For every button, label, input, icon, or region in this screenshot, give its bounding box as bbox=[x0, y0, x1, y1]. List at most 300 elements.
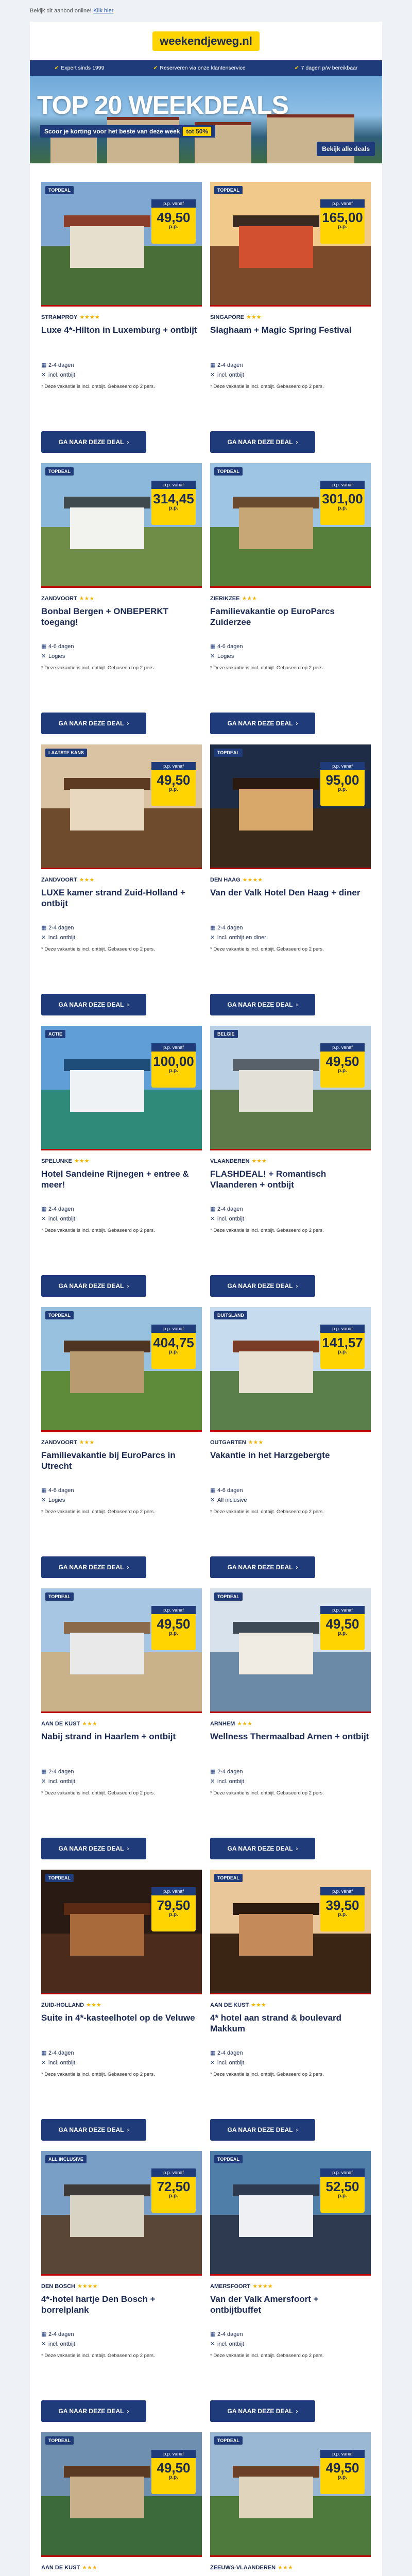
deal-photo[interactable] bbox=[210, 1870, 371, 1994]
arrow-right-icon: › bbox=[127, 2408, 129, 2415]
deal-card[interactable] bbox=[41, 463, 202, 734]
usp-item bbox=[55, 65, 105, 71]
deal-button[interactable] bbox=[210, 1556, 315, 1578]
photo-house bbox=[70, 2477, 144, 2518]
deal-photo[interactable] bbox=[41, 463, 202, 588]
deal-button-label: GA NAAR DEZE DEAL bbox=[58, 1845, 124, 1852]
deal-card[interactable] bbox=[210, 1588, 371, 1859]
deal-title[interactable]: Bonbal Bergen + ONBEPERKT toegang! bbox=[41, 606, 169, 627]
board-row bbox=[210, 2059, 371, 2066]
deal-badge: DUITSLAND bbox=[214, 1311, 247, 1319]
deal-card[interactable] bbox=[41, 1026, 202, 1297]
deal-card[interactable] bbox=[210, 463, 371, 734]
photo-roof bbox=[64, 1059, 150, 1072]
deal-badge: TOPDEAL bbox=[214, 749, 243, 757]
deal-price: 165,00 bbox=[322, 210, 363, 225]
deal-title[interactable]: Familievakantie op EuroParcs Zuiderzee bbox=[210, 606, 335, 627]
calendar-icon: ▦ bbox=[210, 643, 216, 650]
price-unit: p.p. bbox=[338, 1631, 347, 1636]
price-top: p.p. vanaf bbox=[151, 481, 196, 489]
hero-banner[interactable] bbox=[30, 76, 382, 163]
price-box bbox=[151, 2168, 196, 2213]
nights-row bbox=[210, 2331, 371, 2337]
deal-title[interactable]: Slaghaam + Magic Spring Festival bbox=[210, 325, 352, 335]
deal-price: 49,50 bbox=[157, 1616, 191, 1632]
deal-fineprint: * Deze vakantie is incl. ontbijt. Gebaseerd op 2 pers. bbox=[210, 1790, 324, 1796]
preheader-text: Bekijk dit aanbod online! bbox=[30, 8, 92, 14]
price-unit: p.p. bbox=[169, 2193, 178, 2199]
deal-title[interactable]: FLASHDEAL! + Romantisch Vlaanderen + ontbijt bbox=[210, 1169, 327, 1190]
deal-fineprint: * Deze vakantie is incl. ontbijt. Gebaseerd op 2 pers. bbox=[210, 1228, 324, 1233]
price-box bbox=[151, 1606, 196, 1650]
cutlery-icon: ✕ bbox=[210, 653, 215, 659]
deal-location bbox=[41, 1158, 202, 1164]
usp-bar bbox=[30, 60, 382, 76]
deal-badge: BELGIE bbox=[214, 1030, 238, 1038]
nights-text: 4-6 dagen bbox=[217, 643, 243, 650]
deal-card[interactable] bbox=[210, 1307, 371, 1578]
deal-meta bbox=[210, 362, 371, 378]
deal-card[interactable] bbox=[41, 2432, 202, 2576]
board-text: incl. ontbijt bbox=[48, 1778, 75, 1785]
photo-house bbox=[70, 2195, 144, 2237]
deal-button[interactable] bbox=[41, 1838, 146, 1859]
price-unit: p.p. bbox=[338, 787, 347, 792]
usp-item bbox=[153, 65, 246, 71]
deal-location bbox=[41, 2002, 202, 2008]
calendar-icon: ▦ bbox=[41, 362, 47, 368]
deal-price: 404,75 bbox=[153, 1335, 194, 1350]
location-text: SPELUNKE bbox=[41, 1158, 72, 1164]
deal-button[interactable] bbox=[41, 2400, 146, 2422]
arrow-right-icon: › bbox=[296, 1282, 298, 1290]
nights-text: 2-4 dagen bbox=[48, 362, 74, 368]
deals-row bbox=[41, 1026, 371, 1297]
star-rating: ★★★★ bbox=[242, 877, 263, 883]
deal-location bbox=[41, 2283, 202, 2290]
deal-fineprint: * Deze vakantie is incl. ontbijt. Gebaseerd op 2 pers. bbox=[210, 2353, 324, 2359]
deal-meta bbox=[210, 643, 371, 659]
nights-text: 4-6 dagen bbox=[217, 1487, 243, 1494]
board-row bbox=[210, 1778, 371, 1785]
price-box bbox=[151, 762, 196, 806]
board-row bbox=[41, 1778, 202, 1785]
header bbox=[30, 22, 382, 60]
deal-photo[interactable] bbox=[41, 182, 202, 307]
arrow-right-icon: › bbox=[127, 1001, 129, 1008]
deal-fineprint: * Deze vakantie is incl. ontbijt. Gebaseerd op 2 pers. bbox=[41, 1509, 155, 1515]
deal-card[interactable] bbox=[210, 182, 371, 453]
price-top: p.p. vanaf bbox=[320, 1606, 365, 1614]
deal-badge: ALL INCLUSIVE bbox=[45, 2155, 87, 2163]
deal-meta bbox=[41, 2331, 202, 2347]
deal-card[interactable] bbox=[210, 1870, 371, 2141]
board-row bbox=[41, 2059, 202, 2066]
nights-row bbox=[210, 1768, 371, 1775]
usp-item bbox=[295, 65, 358, 71]
board-row bbox=[41, 1215, 202, 1222]
deal-button[interactable] bbox=[210, 2119, 315, 2141]
deal-button[interactable] bbox=[210, 713, 315, 734]
deal-card[interactable] bbox=[210, 2151, 371, 2422]
deal-title[interactable]: Luxe 4*-Hilton in Luxemburg + ontbijt bbox=[41, 325, 197, 335]
hero-subtitle bbox=[40, 125, 215, 138]
deal-meta bbox=[41, 924, 202, 941]
location-text: ZIERIKZEE bbox=[210, 596, 240, 602]
board-row bbox=[210, 1215, 371, 1222]
board-text: All inclusive bbox=[217, 1497, 247, 1503]
check-icon: ✔ bbox=[294, 65, 299, 71]
deal-button-label: GA NAAR DEZE DEAL bbox=[58, 2408, 124, 2415]
board-text: incl. ontbijt bbox=[217, 1215, 244, 1222]
cutlery-icon: ✕ bbox=[41, 372, 46, 378]
deal-photo[interactable] bbox=[210, 2432, 371, 2557]
cutlery-icon: ✕ bbox=[41, 1778, 46, 1785]
star-rating: ★★★ bbox=[251, 2002, 266, 2008]
deal-title[interactable]: Familievakantie bij EuroParcs in Utrecht bbox=[41, 1450, 176, 1471]
location-text: AAN DE KUST bbox=[210, 2002, 249, 2008]
deal-button[interactable] bbox=[41, 994, 146, 1015]
price-unit: p.p. bbox=[169, 1631, 178, 1636]
deals-row bbox=[41, 1870, 371, 2141]
preheader bbox=[0, 0, 412, 22]
nights-row bbox=[210, 924, 371, 931]
board-row bbox=[210, 653, 371, 659]
arrow-right-icon: › bbox=[127, 2126, 129, 2133]
deal-button-label: GA NAAR DEZE DEAL bbox=[58, 438, 124, 446]
deal-photo[interactable] bbox=[210, 744, 371, 869]
board-row bbox=[41, 1497, 202, 1503]
star-rating: ★★★ bbox=[82, 1721, 97, 1727]
deal-location bbox=[210, 595, 371, 602]
preheader-link[interactable]: Klik hier bbox=[93, 8, 114, 14]
nights-row bbox=[41, 643, 202, 650]
calendar-icon: ▦ bbox=[210, 925, 216, 931]
star-rating: ★★★ bbox=[74, 1158, 90, 1164]
board-row bbox=[41, 653, 202, 659]
price-box bbox=[320, 199, 365, 244]
deal-photo[interactable] bbox=[41, 1588, 202, 1713]
usp-text: Reserveren via onze klantenservice bbox=[160, 65, 246, 71]
cutlery-icon: ✕ bbox=[210, 2341, 215, 2347]
deal-title[interactable]: Van der Valk Hotel Den Haag + diner bbox=[210, 888, 360, 897]
deal-fineprint: * Deze vakantie is incl. ontbijt. Gebaseerd op 2 pers. bbox=[41, 2072, 155, 2077]
deal-price: 95,00 bbox=[325, 772, 359, 788]
price-box bbox=[151, 1887, 196, 1931]
deal-button[interactable] bbox=[41, 1275, 146, 1297]
deal-button[interactable] bbox=[210, 994, 315, 1015]
deal-title[interactable]: Vakantie in het Harzgebergte bbox=[210, 1450, 330, 1460]
arrow-right-icon: › bbox=[127, 1845, 129, 1852]
deal-meta bbox=[210, 1487, 371, 1503]
photo-roof bbox=[64, 778, 150, 790]
deal-location bbox=[41, 314, 202, 320]
price-unit: p.p. bbox=[169, 1912, 178, 1918]
price-box bbox=[320, 2450, 365, 2494]
arrow-right-icon: › bbox=[296, 1001, 298, 1008]
nights-text: 4-6 dagen bbox=[48, 643, 74, 650]
deal-card[interactable] bbox=[41, 1307, 202, 1578]
deal-photo[interactable] bbox=[210, 1307, 371, 1432]
deal-badge: LAATSTE KANS bbox=[45, 749, 87, 757]
deal-location bbox=[210, 1439, 371, 1446]
deal-card[interactable] bbox=[210, 744, 371, 1015]
cutlery-icon: ✕ bbox=[210, 1778, 215, 1785]
deal-location bbox=[41, 595, 202, 602]
deal-badge: TOPDEAL bbox=[45, 1874, 74, 1882]
deal-card[interactable] bbox=[41, 1870, 202, 2141]
location-text: ZANDVOORT bbox=[41, 877, 77, 883]
deal-button-label: GA NAAR DEZE DEAL bbox=[227, 1564, 293, 1571]
deal-price: 79,50 bbox=[157, 1897, 191, 1913]
arrow-right-icon: › bbox=[296, 2126, 298, 2133]
deal-button[interactable] bbox=[41, 1556, 146, 1578]
nights-row bbox=[210, 1487, 371, 1494]
deal-fineprint: * Deze vakantie is incl. ontbijt. Gebaseerd op 2 pers. bbox=[210, 2072, 324, 2077]
deal-button-label: GA NAAR DEZE DEAL bbox=[227, 2408, 293, 2415]
nights-text: 2-4 dagen bbox=[48, 2331, 74, 2337]
deal-price: 72,50 bbox=[157, 2179, 191, 2194]
board-text: Logies bbox=[217, 653, 234, 659]
photo-house bbox=[70, 226, 144, 268]
photo-house bbox=[70, 789, 144, 831]
price-unit: p.p. bbox=[338, 505, 347, 511]
deal-meta bbox=[210, 1206, 371, 1222]
board-text: Logies bbox=[48, 1497, 65, 1503]
cutlery-icon: ✕ bbox=[210, 1216, 215, 1222]
deal-button[interactable] bbox=[41, 713, 146, 734]
deal-photo[interactable] bbox=[41, 1870, 202, 1994]
deal-photo[interactable] bbox=[210, 1588, 371, 1713]
deal-card[interactable] bbox=[41, 182, 202, 453]
board-row bbox=[210, 1497, 371, 1503]
board-row bbox=[41, 934, 202, 941]
photo-roof bbox=[233, 1622, 319, 1634]
photo-house bbox=[239, 226, 313, 268]
board-text: incl. ontbijt en diner bbox=[217, 934, 266, 941]
deal-price: 39,50 bbox=[325, 1897, 359, 1913]
calendar-icon: ▦ bbox=[41, 643, 47, 650]
deal-button-label: GA NAAR DEZE DEAL bbox=[227, 1845, 293, 1852]
price-top: p.p. vanaf bbox=[151, 2450, 196, 2458]
deal-card[interactable] bbox=[41, 1588, 202, 1859]
deal-card[interactable] bbox=[210, 2432, 371, 2576]
location-text: AAN DE KUST bbox=[41, 2565, 80, 2571]
price-top: p.p. vanaf bbox=[151, 1325, 196, 1333]
location-text: OUTGARTEN bbox=[210, 1439, 246, 1446]
cutlery-icon: ✕ bbox=[210, 935, 215, 941]
price-box bbox=[320, 1325, 365, 1369]
deal-button-label: GA NAAR DEZE DEAL bbox=[58, 720, 124, 727]
deal-fineprint: * Deze vakantie is incl. ontbijt. Gebaseerd op 2 pers. bbox=[41, 946, 155, 952]
deal-photo[interactable] bbox=[41, 2151, 202, 2276]
photo-house bbox=[239, 1914, 313, 1956]
deal-price: 49,50 bbox=[157, 2460, 191, 2476]
location-text: ZEEUWS-VLAANDEREN bbox=[210, 2565, 276, 2571]
calendar-icon: ▦ bbox=[41, 1769, 47, 1775]
nights-row bbox=[41, 1768, 202, 1775]
arrow-right-icon: › bbox=[296, 2408, 298, 2415]
price-top: p.p. vanaf bbox=[320, 481, 365, 489]
cutlery-icon: ✕ bbox=[41, 2341, 46, 2347]
price-box bbox=[151, 2450, 196, 2494]
deal-meta bbox=[41, 362, 202, 378]
star-rating: ★★★ bbox=[246, 314, 262, 320]
deal-price: 100,00 bbox=[153, 1054, 194, 1069]
deal-meta bbox=[210, 1768, 371, 1785]
cutlery-icon: ✕ bbox=[41, 2060, 46, 2066]
deal-card[interactable] bbox=[210, 1026, 371, 1297]
deal-location bbox=[210, 1158, 371, 1164]
cutlery-icon: ✕ bbox=[210, 2060, 215, 2066]
deals-row bbox=[41, 182, 371, 453]
photo-roof bbox=[233, 2184, 319, 2197]
calendar-icon: ▦ bbox=[210, 2050, 216, 2056]
deal-button[interactable] bbox=[210, 1275, 315, 1297]
price-box bbox=[320, 2168, 365, 2213]
deals-row bbox=[41, 1307, 371, 1578]
board-text: incl. ontbijt bbox=[48, 1215, 75, 1222]
cutlery-icon: ✕ bbox=[210, 1497, 215, 1503]
deal-photo[interactable] bbox=[41, 1307, 202, 1432]
nights-text: 2-4 dagen bbox=[48, 1768, 74, 1775]
arrow-right-icon: › bbox=[296, 438, 298, 446]
price-box bbox=[320, 762, 365, 806]
deal-button-label: GA NAAR DEZE DEAL bbox=[227, 2126, 293, 2133]
arrow-right-icon: › bbox=[127, 720, 129, 727]
location-text: VLAANDEREN bbox=[210, 1158, 250, 1164]
deal-photo[interactable] bbox=[41, 1026, 202, 1150]
photo-house bbox=[239, 1070, 313, 1112]
photo-roof bbox=[64, 1903, 150, 1916]
deal-location bbox=[210, 1720, 371, 1727]
photo-roof bbox=[233, 2466, 319, 2478]
price-top: p.p. vanaf bbox=[151, 2168, 196, 2177]
deal-location bbox=[210, 2283, 371, 2290]
deal-fineprint: * Deze vakantie is incl. ontbijt. Gebaseerd op 2 pers. bbox=[41, 2353, 155, 2359]
price-top: p.p. vanaf bbox=[151, 1606, 196, 1614]
photo-roof bbox=[64, 215, 150, 228]
deal-title[interactable]: LUXE kamer strand Zuid-Holland + ontbijt bbox=[41, 888, 186, 908]
star-rating: ★★★ bbox=[82, 2565, 97, 2571]
deal-card[interactable] bbox=[41, 744, 202, 1015]
cutlery-icon: ✕ bbox=[41, 935, 46, 941]
arrow-right-icon: › bbox=[296, 720, 298, 727]
deal-button[interactable] bbox=[41, 2119, 146, 2141]
photo-house bbox=[239, 789, 313, 831]
photo-roof bbox=[233, 215, 319, 228]
deal-button[interactable] bbox=[210, 1838, 315, 1859]
deal-fineprint: * Deze vakantie is incl. ontbijt. Gebaseerd op 2 pers. bbox=[41, 384, 155, 389]
board-row bbox=[41, 371, 202, 378]
price-box bbox=[320, 1887, 365, 1931]
deal-price: 49,50 bbox=[325, 2460, 359, 2476]
photo-roof bbox=[233, 1903, 319, 1916]
usp-text: 7 dagen p/w bereikbaar bbox=[301, 65, 358, 71]
deal-title[interactable]: 4*-hotel hartje Den Bosch + borrelplank bbox=[41, 2294, 156, 2315]
hero-building bbox=[107, 117, 179, 163]
deal-photo[interactable] bbox=[210, 182, 371, 307]
nights-row bbox=[41, 2331, 202, 2337]
star-rating: ★★★ bbox=[237, 1721, 252, 1727]
price-box bbox=[151, 1043, 196, 1088]
hero-discount-badge: tot 50% bbox=[183, 127, 211, 136]
price-unit: p.p. bbox=[338, 1912, 347, 1918]
logo[interactable]: weekendjeweg.nl bbox=[152, 31, 260, 51]
deal-button-label: GA NAAR DEZE DEAL bbox=[227, 438, 293, 446]
calendar-icon: ▦ bbox=[210, 1487, 216, 1494]
nights-row bbox=[41, 924, 202, 931]
price-top: p.p. vanaf bbox=[151, 762, 196, 770]
star-rating: ★★★ bbox=[248, 1439, 264, 1446]
deal-meta bbox=[210, 2331, 371, 2347]
arrow-right-icon: › bbox=[127, 438, 129, 446]
photo-roof bbox=[64, 2184, 150, 2197]
deal-fineprint: * Deze vakantie is incl. ontbijt. Gebaseerd op 2 pers. bbox=[210, 946, 324, 952]
board-text: incl. ontbijt bbox=[217, 371, 244, 378]
deal-badge: TOPDEAL bbox=[45, 1592, 74, 1601]
deals-row bbox=[41, 2432, 371, 2576]
deal-title[interactable]: 4* hotel aan strand & boulevard Makkum bbox=[210, 2013, 342, 2033]
deal-button[interactable] bbox=[210, 431, 315, 453]
price-unit: p.p. bbox=[338, 2475, 347, 2480]
photo-house bbox=[70, 1070, 144, 1112]
nights-text: 4-6 dagen bbox=[48, 1487, 74, 1494]
board-text: incl. ontbijt bbox=[217, 2059, 244, 2066]
nights-text: 2-4 dagen bbox=[217, 362, 243, 368]
star-rating: ★★★ bbox=[242, 596, 258, 602]
photo-house bbox=[239, 1351, 313, 1393]
deal-button[interactable] bbox=[210, 2400, 315, 2422]
deal-badge: TOPDEAL bbox=[214, 1874, 243, 1882]
calendar-icon: ▦ bbox=[41, 925, 47, 931]
nights-text: 2-4 dagen bbox=[217, 2049, 243, 2056]
email-body bbox=[30, 22, 382, 2576]
deal-photo[interactable] bbox=[41, 744, 202, 869]
deal-badge: ACTIE bbox=[45, 1030, 65, 1038]
photo-roof bbox=[233, 1059, 319, 1072]
deal-title[interactable]: Wellness Thermaalbad Arnen + ontbijt bbox=[210, 1732, 369, 1741]
price-box bbox=[320, 1606, 365, 1650]
photo-roof bbox=[64, 1622, 150, 1634]
deal-title[interactable]: Nabij strand in Haarlem + ontbijt bbox=[41, 1732, 176, 1741]
deal-photo[interactable] bbox=[210, 463, 371, 588]
deal-photo[interactable] bbox=[210, 2151, 371, 2276]
deal-location bbox=[210, 2564, 371, 2571]
price-top: p.p. vanaf bbox=[320, 2168, 365, 2177]
cutlery-icon: ✕ bbox=[210, 372, 215, 378]
star-rating: ★★★ bbox=[79, 596, 95, 602]
location-text: AAN DE KUST bbox=[41, 1721, 80, 1727]
nights-row bbox=[41, 362, 202, 368]
deal-price: 314,45 bbox=[153, 491, 194, 506]
deal-meta bbox=[210, 924, 371, 941]
price-unit: p.p. bbox=[169, 1068, 178, 1074]
deal-card[interactable] bbox=[41, 2151, 202, 2422]
calendar-icon: ▦ bbox=[210, 1206, 216, 1212]
deal-title[interactable]: Van der Valk Amersfoort + ontbijtbuffet bbox=[210, 2294, 319, 2315]
deal-button[interactable] bbox=[41, 431, 146, 453]
deal-meta bbox=[210, 2049, 371, 2066]
deal-photo[interactable] bbox=[210, 1026, 371, 1150]
calendar-icon: ▦ bbox=[210, 2331, 216, 2337]
deal-title[interactable]: Suite in 4*-kasteelhotel op de Veluwe bbox=[41, 2013, 195, 2023]
deal-photo[interactable] bbox=[41, 2432, 202, 2557]
hero-button[interactable]: Bekijk alle deals bbox=[317, 142, 375, 156]
board-row bbox=[210, 934, 371, 941]
board-row bbox=[41, 2341, 202, 2347]
deal-title[interactable]: Hotel Sandeine Rijnegen + entree & meer! bbox=[41, 1169, 189, 1190]
